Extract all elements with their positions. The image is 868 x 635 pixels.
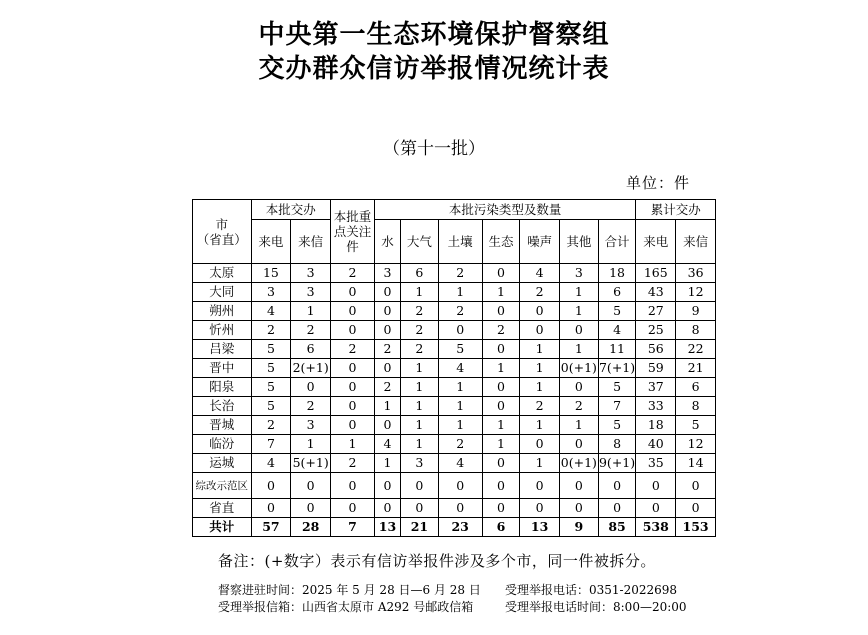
value-cell: 0 xyxy=(520,302,560,321)
value-cell: 0 xyxy=(676,499,716,518)
table-row xyxy=(193,416,716,435)
value-cell: 1 xyxy=(401,435,439,454)
value-cell: 0 xyxy=(374,473,400,499)
value-cell: 0 xyxy=(331,321,375,340)
value-cell: 0 xyxy=(482,397,520,416)
value-cell: 2 xyxy=(291,321,331,340)
value-cell: 2 xyxy=(520,283,560,302)
value-cell: 6 xyxy=(482,518,520,537)
city-cell: 长治 xyxy=(193,397,252,416)
value-cell: 4 xyxy=(438,454,482,473)
value-cell: 0(+1) xyxy=(560,454,599,473)
value-cell: 0 xyxy=(438,499,482,518)
value-cell: 3 xyxy=(291,264,331,283)
value-cell: 0 xyxy=(482,340,520,359)
value-cell: 5 xyxy=(598,378,636,397)
value-cell: 8 xyxy=(598,435,636,454)
value-cell: 1 xyxy=(401,359,439,378)
table-row xyxy=(193,499,716,518)
value-cell: 1 xyxy=(374,397,400,416)
value-cell: 6 xyxy=(598,283,636,302)
value-cell: 7 xyxy=(251,435,291,454)
value-cell: 2 xyxy=(438,264,482,283)
city-cell: 共计 xyxy=(193,518,252,537)
value-cell: 0 xyxy=(482,302,520,321)
value-cell: 1 xyxy=(291,435,331,454)
value-cell: 3 xyxy=(291,283,331,302)
value-cell: 1 xyxy=(482,359,520,378)
value-cell: 1 xyxy=(520,359,560,378)
value-cell: 9(+1) xyxy=(598,454,636,473)
header-air: 大气 xyxy=(401,220,439,264)
value-cell: 12 xyxy=(676,435,716,454)
value-cell: 7(+1) xyxy=(598,359,636,378)
city-cell: 综改示范区 xyxy=(193,473,252,499)
value-cell: 11 xyxy=(598,340,636,359)
table-row xyxy=(193,359,716,378)
value-cell: 3 xyxy=(560,264,599,283)
value-cell: 1 xyxy=(482,416,520,435)
city-cell: 太原 xyxy=(193,264,252,283)
value-cell: 0 xyxy=(560,378,599,397)
value-cell: 1 xyxy=(560,340,599,359)
value-cell: 1 xyxy=(520,416,560,435)
header-cumulative-group: 累计交办 xyxy=(636,200,716,220)
value-cell: 0 xyxy=(676,473,716,499)
value-cell: 18 xyxy=(598,264,636,283)
value-cell: 4 xyxy=(598,321,636,340)
city-cell: 忻州 xyxy=(193,321,252,340)
value-cell: 5 xyxy=(676,416,716,435)
value-cell: 0 xyxy=(331,378,375,397)
value-cell: 13 xyxy=(520,518,560,537)
value-cell: 7 xyxy=(331,518,375,537)
value-cell: 0 xyxy=(598,499,636,518)
value-cell: 43 xyxy=(636,283,676,302)
value-cell: 1 xyxy=(560,302,599,321)
value-cell: 13 xyxy=(374,518,400,537)
value-cell: 0 xyxy=(438,473,482,499)
value-cell: 15 xyxy=(251,264,291,283)
value-cell: 538 xyxy=(636,518,676,537)
table-note: 备注：(+数字）表示有信访举报件涉及多个市，同一件被拆分。 xyxy=(218,552,656,570)
city-cell: 阳泉 xyxy=(193,378,252,397)
header-city: 市 （省直） xyxy=(193,200,252,264)
value-cell: 14 xyxy=(676,454,716,473)
value-cell: 33 xyxy=(636,397,676,416)
value-cell: 1 xyxy=(438,378,482,397)
value-cell: 5 xyxy=(251,359,291,378)
table-row xyxy=(193,454,716,473)
value-cell: 0 xyxy=(291,378,331,397)
table-row xyxy=(193,473,716,499)
header-noise: 噪声 xyxy=(520,220,560,264)
statistics-table xyxy=(192,199,716,537)
value-cell: 37 xyxy=(636,378,676,397)
table-row xyxy=(193,397,716,416)
value-cell: 1 xyxy=(401,283,439,302)
page-title-line1: 中央第一生态环境保护督察组 xyxy=(258,20,610,50)
value-cell: 56 xyxy=(636,340,676,359)
value-cell: 21 xyxy=(676,359,716,378)
value-cell: 0 xyxy=(482,473,520,499)
header-cum-call: 来电 xyxy=(636,220,676,264)
footer-phone-hours: 受理举报电话时间：8:00—20:00 xyxy=(505,600,687,614)
table-row xyxy=(193,340,716,359)
city-cell: 大同 xyxy=(193,283,252,302)
table-row xyxy=(193,264,716,283)
city-cell: 临汾 xyxy=(193,435,252,454)
value-cell: 4 xyxy=(251,454,291,473)
value-cell: 0 xyxy=(520,321,560,340)
header-cum-letter: 来信 xyxy=(676,220,716,264)
value-cell: 1 xyxy=(438,416,482,435)
value-cell: 0(+1) xyxy=(560,359,599,378)
value-cell: 0 xyxy=(598,473,636,499)
table-row xyxy=(193,321,716,340)
value-cell: 8 xyxy=(676,321,716,340)
value-cell: 153 xyxy=(676,518,716,537)
value-cell: 2 xyxy=(251,416,291,435)
value-cell: 57 xyxy=(251,518,291,537)
value-cell: 3 xyxy=(251,283,291,302)
value-cell: 23 xyxy=(438,518,482,537)
value-cell: 6 xyxy=(291,340,331,359)
value-cell: 2 xyxy=(438,302,482,321)
value-cell: 5 xyxy=(438,340,482,359)
value-cell: 0 xyxy=(520,499,560,518)
table-body xyxy=(193,264,716,537)
city-cell: 晋城 xyxy=(193,416,252,435)
table-row xyxy=(193,435,716,454)
value-cell: 59 xyxy=(636,359,676,378)
value-cell: 0 xyxy=(374,321,400,340)
header-soil: 土壤 xyxy=(438,220,482,264)
header-water: 水 xyxy=(374,220,400,264)
value-cell: 5 xyxy=(251,340,291,359)
value-cell: 2 xyxy=(374,378,400,397)
value-cell: 1 xyxy=(560,416,599,435)
value-cell: 2 xyxy=(560,397,599,416)
value-cell: 0 xyxy=(482,499,520,518)
page-title-line2: 交办群众信访举报情况统计表 xyxy=(258,54,610,84)
value-cell: 36 xyxy=(676,264,716,283)
value-cell: 165 xyxy=(636,264,676,283)
value-cell: 1 xyxy=(331,435,375,454)
value-cell: 7 xyxy=(598,397,636,416)
table-row xyxy=(193,283,716,302)
value-cell: 0 xyxy=(291,499,331,518)
value-cell: 9 xyxy=(676,302,716,321)
value-cell: 4 xyxy=(520,264,560,283)
value-cell: 0 xyxy=(401,473,439,499)
footer-period: 督察进驻时间：2025 年 5 月 28 日—6 月 28 日 xyxy=(218,583,481,597)
value-cell: 0 xyxy=(482,264,520,283)
value-cell: 35 xyxy=(636,454,676,473)
value-cell: 5(+1) xyxy=(291,454,331,473)
value-cell: 1 xyxy=(520,378,560,397)
value-cell: 0 xyxy=(482,378,520,397)
value-cell: 2 xyxy=(438,435,482,454)
city-cell: 省直 xyxy=(193,499,252,518)
value-cell: 0 xyxy=(438,321,482,340)
value-cell: 0 xyxy=(482,454,520,473)
value-cell: 4 xyxy=(438,359,482,378)
value-cell: 1 xyxy=(401,397,439,416)
value-cell: 0 xyxy=(331,499,375,518)
value-cell: 2 xyxy=(401,321,439,340)
city-cell: 晋中 xyxy=(193,359,252,378)
value-cell: 0 xyxy=(331,397,375,416)
value-cell: 21 xyxy=(401,518,439,537)
table-total-row xyxy=(193,518,716,537)
value-cell: 1 xyxy=(291,302,331,321)
value-cell: 0 xyxy=(251,499,291,518)
value-cell: 4 xyxy=(251,302,291,321)
batch-label: （第十一批） xyxy=(383,139,485,159)
header-other: 其他 xyxy=(560,220,599,264)
value-cell: 0 xyxy=(560,473,599,499)
value-cell: 5 xyxy=(598,302,636,321)
value-cell: 0 xyxy=(560,321,599,340)
value-cell: 9 xyxy=(560,518,599,537)
unit-label: 单位：件 xyxy=(626,174,691,192)
city-cell: 运城 xyxy=(193,454,252,473)
value-cell: 0 xyxy=(374,499,400,518)
value-cell: 0 xyxy=(374,283,400,302)
value-cell: 6 xyxy=(676,378,716,397)
header-pollution-group: 本批污染类型及数量 xyxy=(374,200,635,220)
value-cell: 3 xyxy=(291,416,331,435)
value-cell: 0 xyxy=(331,302,375,321)
city-cell: 吕梁 xyxy=(193,340,252,359)
value-cell: 2 xyxy=(251,321,291,340)
value-cell: 0 xyxy=(331,359,375,378)
value-cell: 1 xyxy=(560,283,599,302)
value-cell: 2 xyxy=(331,454,375,473)
value-cell: 0 xyxy=(636,473,676,499)
value-cell: 0 xyxy=(636,499,676,518)
value-cell: 1 xyxy=(438,283,482,302)
value-cell: 2(+1) xyxy=(291,359,331,378)
value-cell: 2 xyxy=(401,340,439,359)
table-row xyxy=(193,302,716,321)
value-cell: 40 xyxy=(636,435,676,454)
value-cell: 2 xyxy=(482,321,520,340)
header-batch-group: 本批交办 xyxy=(251,200,330,220)
value-cell: 1 xyxy=(401,378,439,397)
value-cell: 0 xyxy=(374,416,400,435)
footer-phone: 受理举报电话：0351-2022698 xyxy=(505,583,678,597)
value-cell: 0 xyxy=(331,416,375,435)
value-cell: 4 xyxy=(374,435,400,454)
value-cell: 0 xyxy=(560,499,599,518)
value-cell: 2 xyxy=(520,397,560,416)
value-cell: 5 xyxy=(251,378,291,397)
value-cell: 0 xyxy=(520,435,560,454)
value-cell: 1 xyxy=(520,340,560,359)
table-row xyxy=(193,378,716,397)
value-cell: 6 xyxy=(401,264,439,283)
value-cell: 0 xyxy=(251,473,291,499)
header-eco: 生态 xyxy=(482,220,520,264)
value-cell: 8 xyxy=(676,397,716,416)
value-cell: 5 xyxy=(251,397,291,416)
value-cell: 1 xyxy=(401,416,439,435)
value-cell: 2 xyxy=(331,264,375,283)
value-cell: 0 xyxy=(374,302,400,321)
value-cell: 28 xyxy=(291,518,331,537)
value-cell: 25 xyxy=(636,321,676,340)
value-cell: 2 xyxy=(401,302,439,321)
value-cell: 3 xyxy=(401,454,439,473)
value-cell: 2 xyxy=(291,397,331,416)
value-cell: 1 xyxy=(482,435,520,454)
city-cell: 朔州 xyxy=(193,302,252,321)
value-cell: 0 xyxy=(560,435,599,454)
value-cell: 0 xyxy=(331,473,375,499)
value-cell: 12 xyxy=(676,283,716,302)
value-cell: 0 xyxy=(520,473,560,499)
header-key-cases: 本批重点关注件 xyxy=(331,200,375,264)
value-cell: 1 xyxy=(482,283,520,302)
value-cell: 27 xyxy=(636,302,676,321)
value-cell: 0 xyxy=(374,359,400,378)
value-cell: 0 xyxy=(291,473,331,499)
value-cell: 85 xyxy=(598,518,636,537)
value-cell: 0 xyxy=(401,499,439,518)
value-cell: 1 xyxy=(520,454,560,473)
value-cell: 22 xyxy=(676,340,716,359)
value-cell: 2 xyxy=(374,340,400,359)
header-letter: 来信 xyxy=(291,220,331,264)
value-cell: 18 xyxy=(636,416,676,435)
value-cell: 1 xyxy=(438,397,482,416)
footer-mailbox: 受理举报信箱：山西省太原市 A292 号邮政信箱 xyxy=(218,600,474,614)
header-subtotal: 合计 xyxy=(598,220,636,264)
value-cell: 3 xyxy=(374,264,400,283)
header-call: 来电 xyxy=(251,220,291,264)
value-cell: 2 xyxy=(331,340,375,359)
value-cell: 0 xyxy=(331,283,375,302)
value-cell: 5 xyxy=(598,416,636,435)
value-cell: 1 xyxy=(374,454,400,473)
